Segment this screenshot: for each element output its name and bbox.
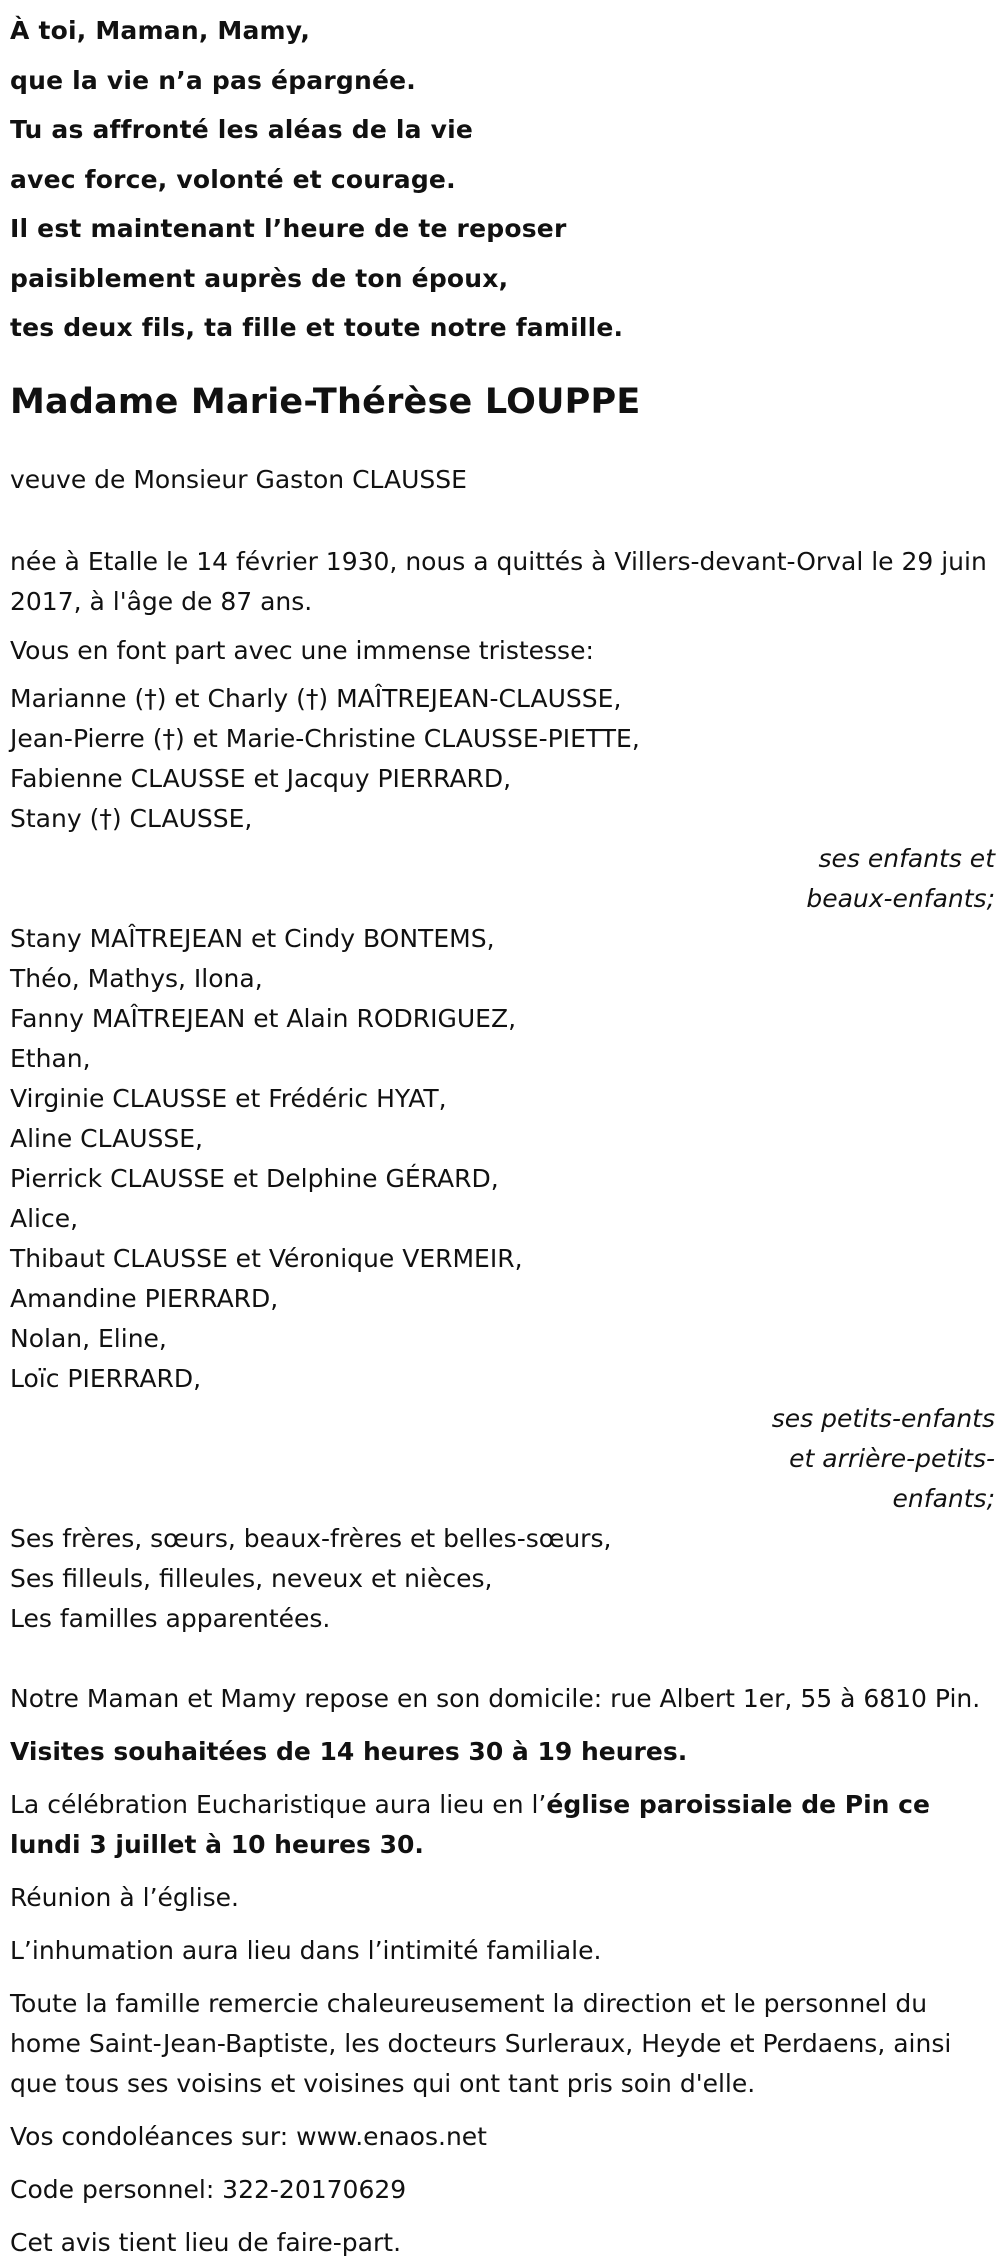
- poem-line: avec force, volonté et courage.: [10, 164, 456, 194]
- role-line: ses enfants et: [818, 843, 995, 873]
- list-item: Stany MAÎTREJEAN et Cindy BONTEMS,: [10, 923, 495, 953]
- list-item: Loïc PIERRARD,: [10, 1363, 202, 1393]
- poem-line: Tu as affronté les aléas de la vie: [10, 115, 474, 144]
- list-item: Fabienne CLAUSSE et Jacquy PIERRARD,: [10, 763, 512, 793]
- poem: [10, 0, 995, 353]
- personal-code: Code personnel: 322-20170629: [10, 2174, 407, 2204]
- thanks-text: Toute la famille remercie chaleureusement la direction et le personnel du home Saint-Jean-Baptiste, les docteurs Surleraux, Heyde et Perdaens, ainsi que tous ses voisins et voisines qui ont tant pris soin d'elle.: [10, 1988, 952, 2098]
- list-item: Fanny MAÎTREJEAN et Alain RODRIGUEZ,: [10, 1003, 517, 1033]
- poem-line: paisiblement auprès de ton époux,: [10, 263, 509, 293]
- poem-line: Il est maintenant l’heure de te reposer: [10, 214, 567, 243]
- meeting-info: Réunion à l’église.: [10, 1882, 240, 1912]
- grandchildren-list: [10, 919, 995, 1399]
- list-item: Stany (†) CLAUSSE,: [10, 803, 253, 833]
- obituary-content: [10, 0, 995, 2263]
- role-line: et arrière-petits-: [789, 1443, 995, 1473]
- list-item: Ses filleuls, filleules, neveux et nièces,: [10, 1563, 493, 1593]
- ceremony-prefix: La célébration Eucharistique aura lieu en l’: [10, 1789, 547, 1819]
- list-item: Ethan,: [10, 1043, 91, 1073]
- poem-line: que la vie n’a pas épargnée.: [10, 65, 416, 95]
- poem-line: tes deux fils, ta fille et toute notre famille.: [10, 313, 624, 342]
- birth-death-info: née à Etalle le 14 février 1930, nous a quittés à Villers-devant-Orval le 29 juin 2017, à l'âge de 87 ans.: [10, 546, 987, 616]
- list-item: Pierrick CLAUSSE et Delphine GÉRARD,: [10, 1163, 499, 1193]
- grandchildren-role: [10, 1399, 995, 1519]
- list-item: Aline CLAUSSE,: [10, 1123, 204, 1153]
- list-item: Virginie CLAUSSE et Frédéric HYAT,: [10, 1083, 447, 1113]
- role-line: enfants;: [892, 1483, 995, 1513]
- list-item: Nolan, Eline,: [10, 1323, 167, 1353]
- visiting-hours: Visites souhaitées de 14 heures 30 à 19 heures.: [10, 1736, 688, 1766]
- list-item: Marianne (†) et Charly (†) MAÎTREJEAN-CLAUSSE,: [10, 683, 622, 713]
- list-item: Alice,: [10, 1203, 79, 1233]
- list-item: Thibaut CLAUSSE et Véronique VERMEIR,: [10, 1243, 523, 1273]
- widow-of: veuve de Monsieur Gaston CLAUSSE: [10, 464, 467, 494]
- deceased-name: Madame Marie-Thérèse LOUPPE: [10, 381, 641, 422]
- relatives-list: [10, 1519, 995, 1639]
- children-role: [10, 839, 995, 919]
- announcement: Vous en font part avec une immense tristesse:: [10, 635, 594, 665]
- list-item: Théo, Mathys, Ilona,: [10, 963, 263, 993]
- list-item: Jean-Pierre (†) et Marie-Christine CLAUSSE-PIETTE,: [10, 723, 640, 753]
- condolences-info: Vos condoléances sur: www.enaos.net: [10, 2121, 487, 2151]
- poem-line: À toi, Maman, Mamy,: [10, 16, 311, 45]
- notice-text: Cet avis tient lieu de faire-part.: [10, 2227, 402, 2257]
- ceremony-details: église paroissiale de Pin ce lundi 3 juillet à 10 heures 30.: [10, 1789, 930, 1859]
- burial-info: L’inhumation aura lieu dans l’intimité familiale.: [10, 1935, 602, 1965]
- ceremony-info: [10, 1785, 995, 1865]
- list-item: Ses frères, sœurs, beaux-frères et belles-sœurs,: [10, 1523, 612, 1553]
- role-line: ses petits-enfants: [771, 1403, 995, 1433]
- list-item: Amandine PIERRARD,: [10, 1283, 279, 1313]
- rest-location: Notre Maman et Mamy repose en son domicile: rue Albert 1er, 55 à 6810 Pin.: [10, 1683, 981, 1713]
- list-item: Les familles apparentées.: [10, 1603, 331, 1633]
- role-line: beaux-enfants;: [806, 883, 995, 913]
- children-list: [10, 679, 995, 839]
